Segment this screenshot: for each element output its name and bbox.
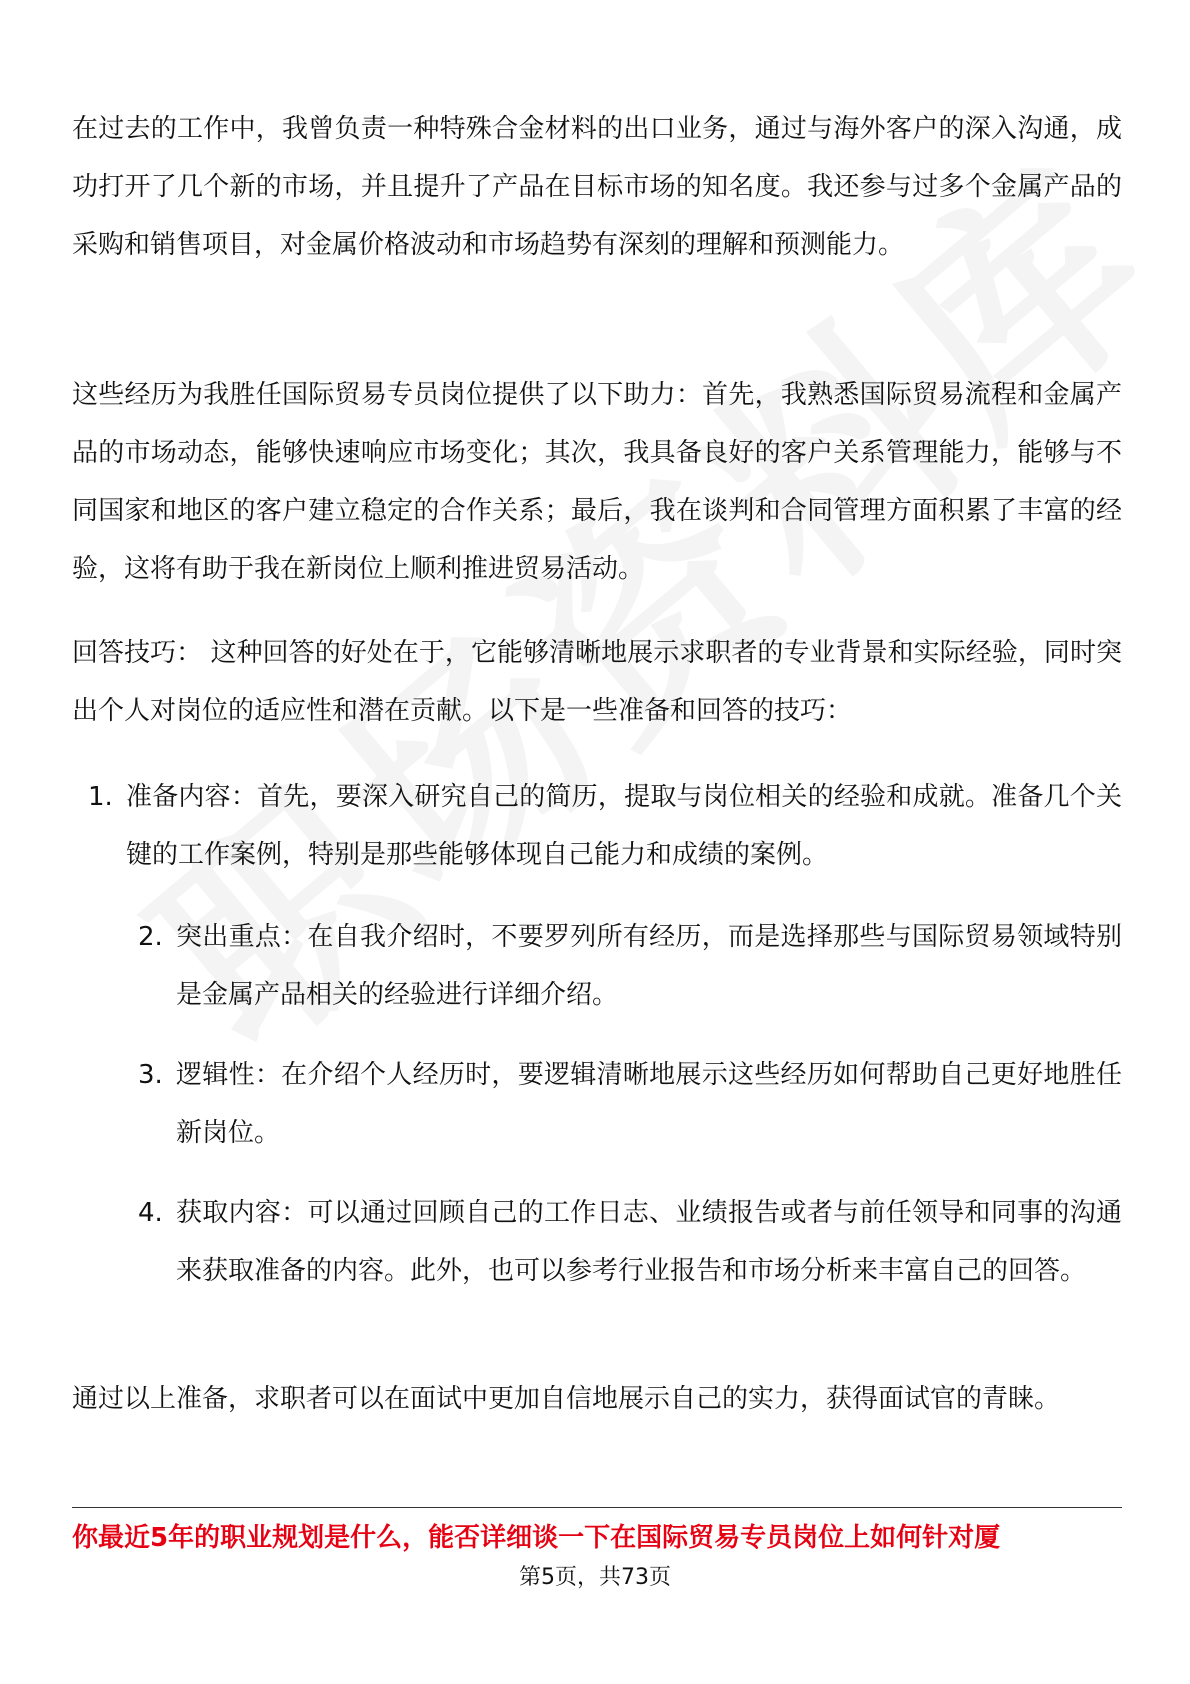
list-item	[138, 908, 1122, 1024]
list-item-number: 4.	[138, 1198, 163, 1228]
list-item	[138, 1184, 1122, 1300]
paragraph-experience: 在过去的工作中，我曾负责一种特殊合金材料的出口业务，通过与海外客户的深入沟通，成功打开了几个新的市场，并且提升了产品在目标市场的知名度。我还参与过多个金属产品的采购和销售项目，对金属价格波动和市场趋势有深刻的理解和预测能力。	[72, 114, 1122, 260]
list-item-number: 2.	[138, 922, 163, 952]
list-item-text: 逻辑性：在介绍个人经历时，要逻辑清晰地展示这些经历如何帮助自己更好地胜任新岗位。	[176, 1060, 1122, 1148]
paragraph-benefits: 这些经历为我胜任国际贸易专员岗位提供了以下助力：首先，我熟悉国际贸易流程和金属产品的市场动态，能够快速响应市场变化；其次，我具备良好的客户关系管理能力，能够与不同国家和地区的客户建立稳定的合作关系；最后，我在谈判和合同管理方面积累了丰富的经验，这将有助于我在新岗位上顺利推进贸易活动。	[72, 380, 1122, 584]
list-item-number: 1.	[88, 782, 113, 812]
list-item	[138, 1046, 1122, 1162]
list-item-text: 获取内容：可以通过回顾自己的工作日志、业绩报告或者与前任领导和同事的沟通来获取准备的内容。此外，也可以参考行业报告和市场分析来丰富自己的回答。	[176, 1198, 1122, 1286]
list-item-text: 突出重点：在自我介绍时，不要罗列所有经历，而是选择那些与国际贸易领域特别是金属产品相关的经验进行详细介绍。	[176, 922, 1122, 1010]
list-item-number: 3.	[138, 1060, 163, 1090]
paragraph-conclusion: 通过以上准备，求职者可以在面试中更加自信地展示自己的实力，获得面试官的青睐。	[72, 1384, 1061, 1414]
page-number: 第5页，共73页	[519, 1565, 671, 1590]
footer-divider	[72, 1507, 1122, 1508]
list-item	[88, 768, 1122, 884]
paragraph-answer-tips: 回答技巧： 这种回答的好处在于，它能够清晰地展示求职者的专业背景和实际经验，同时突出个人对岗位的适应性和潜在贡献。以下是一些准备和回答的技巧：	[72, 638, 1122, 726]
next-question-heading: 你最近5年的职业规划是什么，能否详细谈一下在国际贸易专员岗位上如何针对厦	[72, 1523, 1001, 1553]
list-item-text: 准备内容：首先，要深入研究自己的简历，提取与岗位相关的经验和成就。准备几个关键的工作案例，特别是那些能够体现自己能力和成绩的案例。	[126, 782, 1122, 870]
